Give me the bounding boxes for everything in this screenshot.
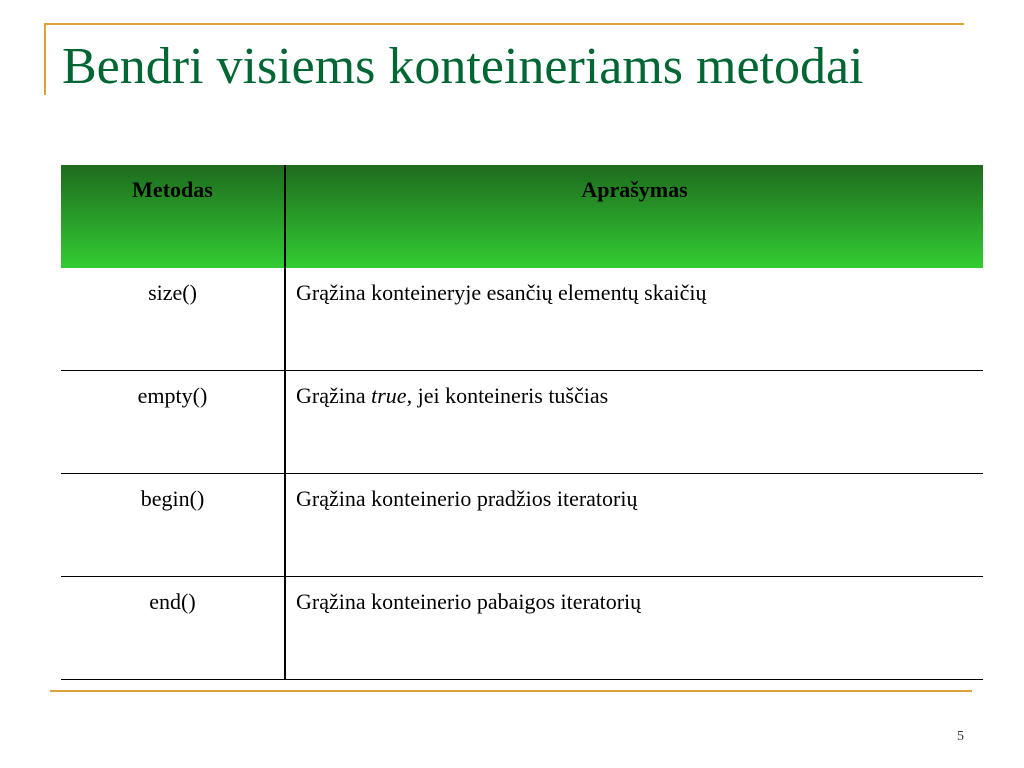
description-cell (285, 371, 983, 474)
description-text: Grąžina konteineryje esančių elementų skaičių (296, 280, 707, 305)
description-cell (285, 577, 983, 680)
table-header-row (61, 165, 983, 268)
top-accent-rule (44, 23, 964, 25)
description-cell (285, 268, 983, 371)
method-cell: end() (61, 577, 285, 680)
description-text: jei konteineris tuščias (412, 383, 609, 408)
methods-table (61, 165, 983, 680)
description-text: Grąžina konteinerio pradžios iteratorių (296, 486, 638, 511)
description-italic-text: true, (371, 383, 413, 408)
slide-title: Bendri visiems konteineriams metodai (62, 38, 864, 95)
bottom-accent-rule (50, 690, 972, 692)
description-cell (285, 474, 983, 577)
header-method: Metodas (61, 165, 285, 268)
method-cell: size() (61, 268, 285, 371)
table-row (61, 474, 983, 577)
table-row (61, 577, 983, 680)
slide-number: 5 (957, 729, 964, 744)
left-accent-rule (44, 23, 46, 95)
table-row (61, 268, 983, 371)
method-cell: begin() (61, 474, 285, 577)
table-row (61, 371, 983, 474)
header-description: Aprašymas (581, 177, 688, 202)
description-text: Grąžina (296, 383, 372, 408)
description-text: Grąžina konteinerio pabaigos iteratorių (296, 589, 642, 614)
method-cell: empty() (61, 371, 285, 474)
